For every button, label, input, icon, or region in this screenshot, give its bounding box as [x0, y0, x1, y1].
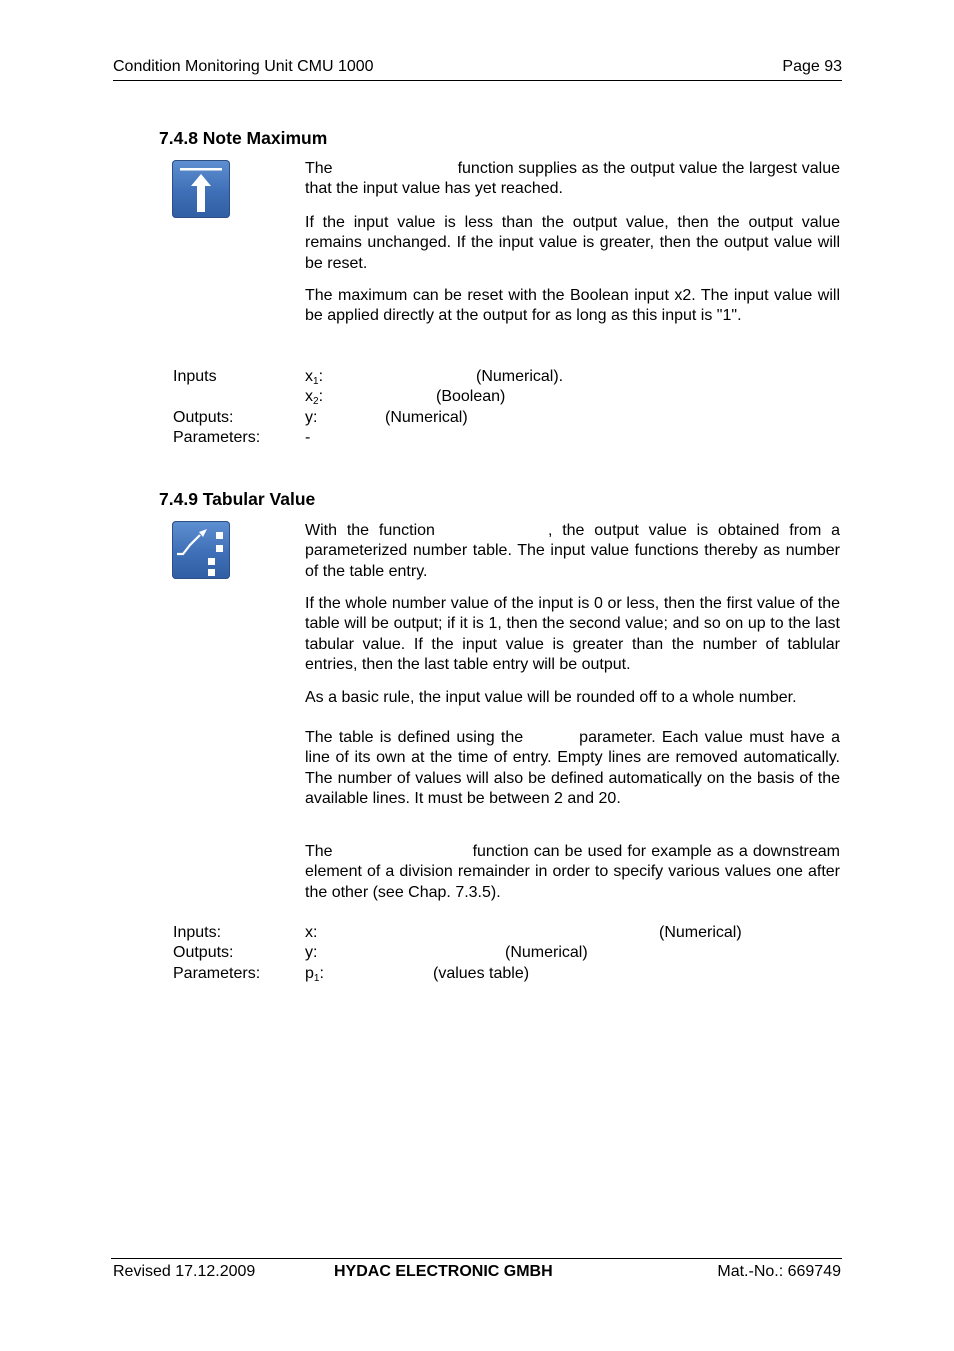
input-x-type: (Numerical)	[659, 924, 742, 941]
tabular-paragraph-4: The table is defined using the parameter. Each value must have a line of its own at the time of entry. Empty lines are removed automatically. The number of values will also be defined automatically on the basis of the available lines. It must be between 2 and 20.	[305, 729, 841, 807]
material-number: Mat.-No.: 669749	[717, 1263, 841, 1280]
parameters-value: -	[305, 429, 311, 446]
outputs-label: Outputs:	[173, 944, 234, 961]
output-y-type: (Numerical)	[385, 409, 468, 426]
output-y-var: y:	[305, 944, 318, 961]
parameters-label: Parameters:	[173, 429, 261, 446]
output-y-type: (Numerical)	[505, 944, 588, 961]
tabular-paragraph-1: With the function , the output value is obtained from a parameterized number table. The input value functions thereby as number of the table entry.	[305, 522, 840, 580]
input-x-var: x:	[305, 924, 318, 941]
parameter-p1-var: $p_1$:	[305, 965, 324, 984]
tabular-paragraph-2: If the whole number value of the input is 0 or less, then the first value of the table will be output; if it is 1, then the second value; and so on up to the last tabular value. If the input value is greater than the number of tablular entries, then the last table entry will be output.	[305, 595, 840, 673]
note-max-paragraph-3: The maximum can be reset with the Boolean input x2. The input value will be applied directly at the output for as long as this input is "1".	[305, 287, 840, 325]
note-max-paragraph-2: If the input value is less than the output value, then the output value remains unchanged. If the input value is greater, then the output value will be reset.	[305, 214, 840, 272]
inputs-label: Inputs:	[173, 924, 222, 941]
arrow-up-bar-icon	[172, 160, 230, 218]
note-max-paragraph-1: The function supplies as the output value the largest value that the input value has yet reached.	[305, 160, 840, 198]
input-x1-type: (Numerical).	[476, 368, 564, 385]
document-title: Condition Monitoring Unit CMU 1000	[113, 58, 374, 75]
tabular-paragraph-5: The function can be used for example as a downstream element of a division remainder in order to specify various values one after the other (see Chap. 7.3.5).	[305, 843, 840, 901]
input-x1-var: $x_1$:	[305, 368, 324, 387]
parameters-label: Parameters:	[173, 965, 261, 982]
page-number: Page 93	[782, 58, 842, 75]
company-name: HYDAC ELECTRONIC GMBH	[334, 1263, 553, 1280]
table-value-icon	[172, 521, 230, 579]
tabular-paragraph-3: As a basic rule, the input value will be rounded off to a whole number.	[305, 689, 797, 706]
input-x2-type: (Boolean)	[436, 388, 506, 405]
section-heading-tabular-value: 7.4.9 Tabular Value	[159, 489, 316, 509]
input-x2-var: $x_2$:	[305, 388, 324, 407]
revision-date: Revised 17.12.2009	[113, 1263, 256, 1280]
parameter-p1-type: (values table)	[433, 965, 530, 982]
page-footer	[111, 1258, 842, 1289]
page-header	[113, 58, 842, 81]
output-y-var: y:	[305, 409, 318, 426]
section-heading-note-maximum: 7.4.8 Note Maximum	[159, 128, 328, 148]
inputs-label: Inputs	[173, 368, 217, 385]
outputs-label: Outputs:	[173, 409, 234, 426]
